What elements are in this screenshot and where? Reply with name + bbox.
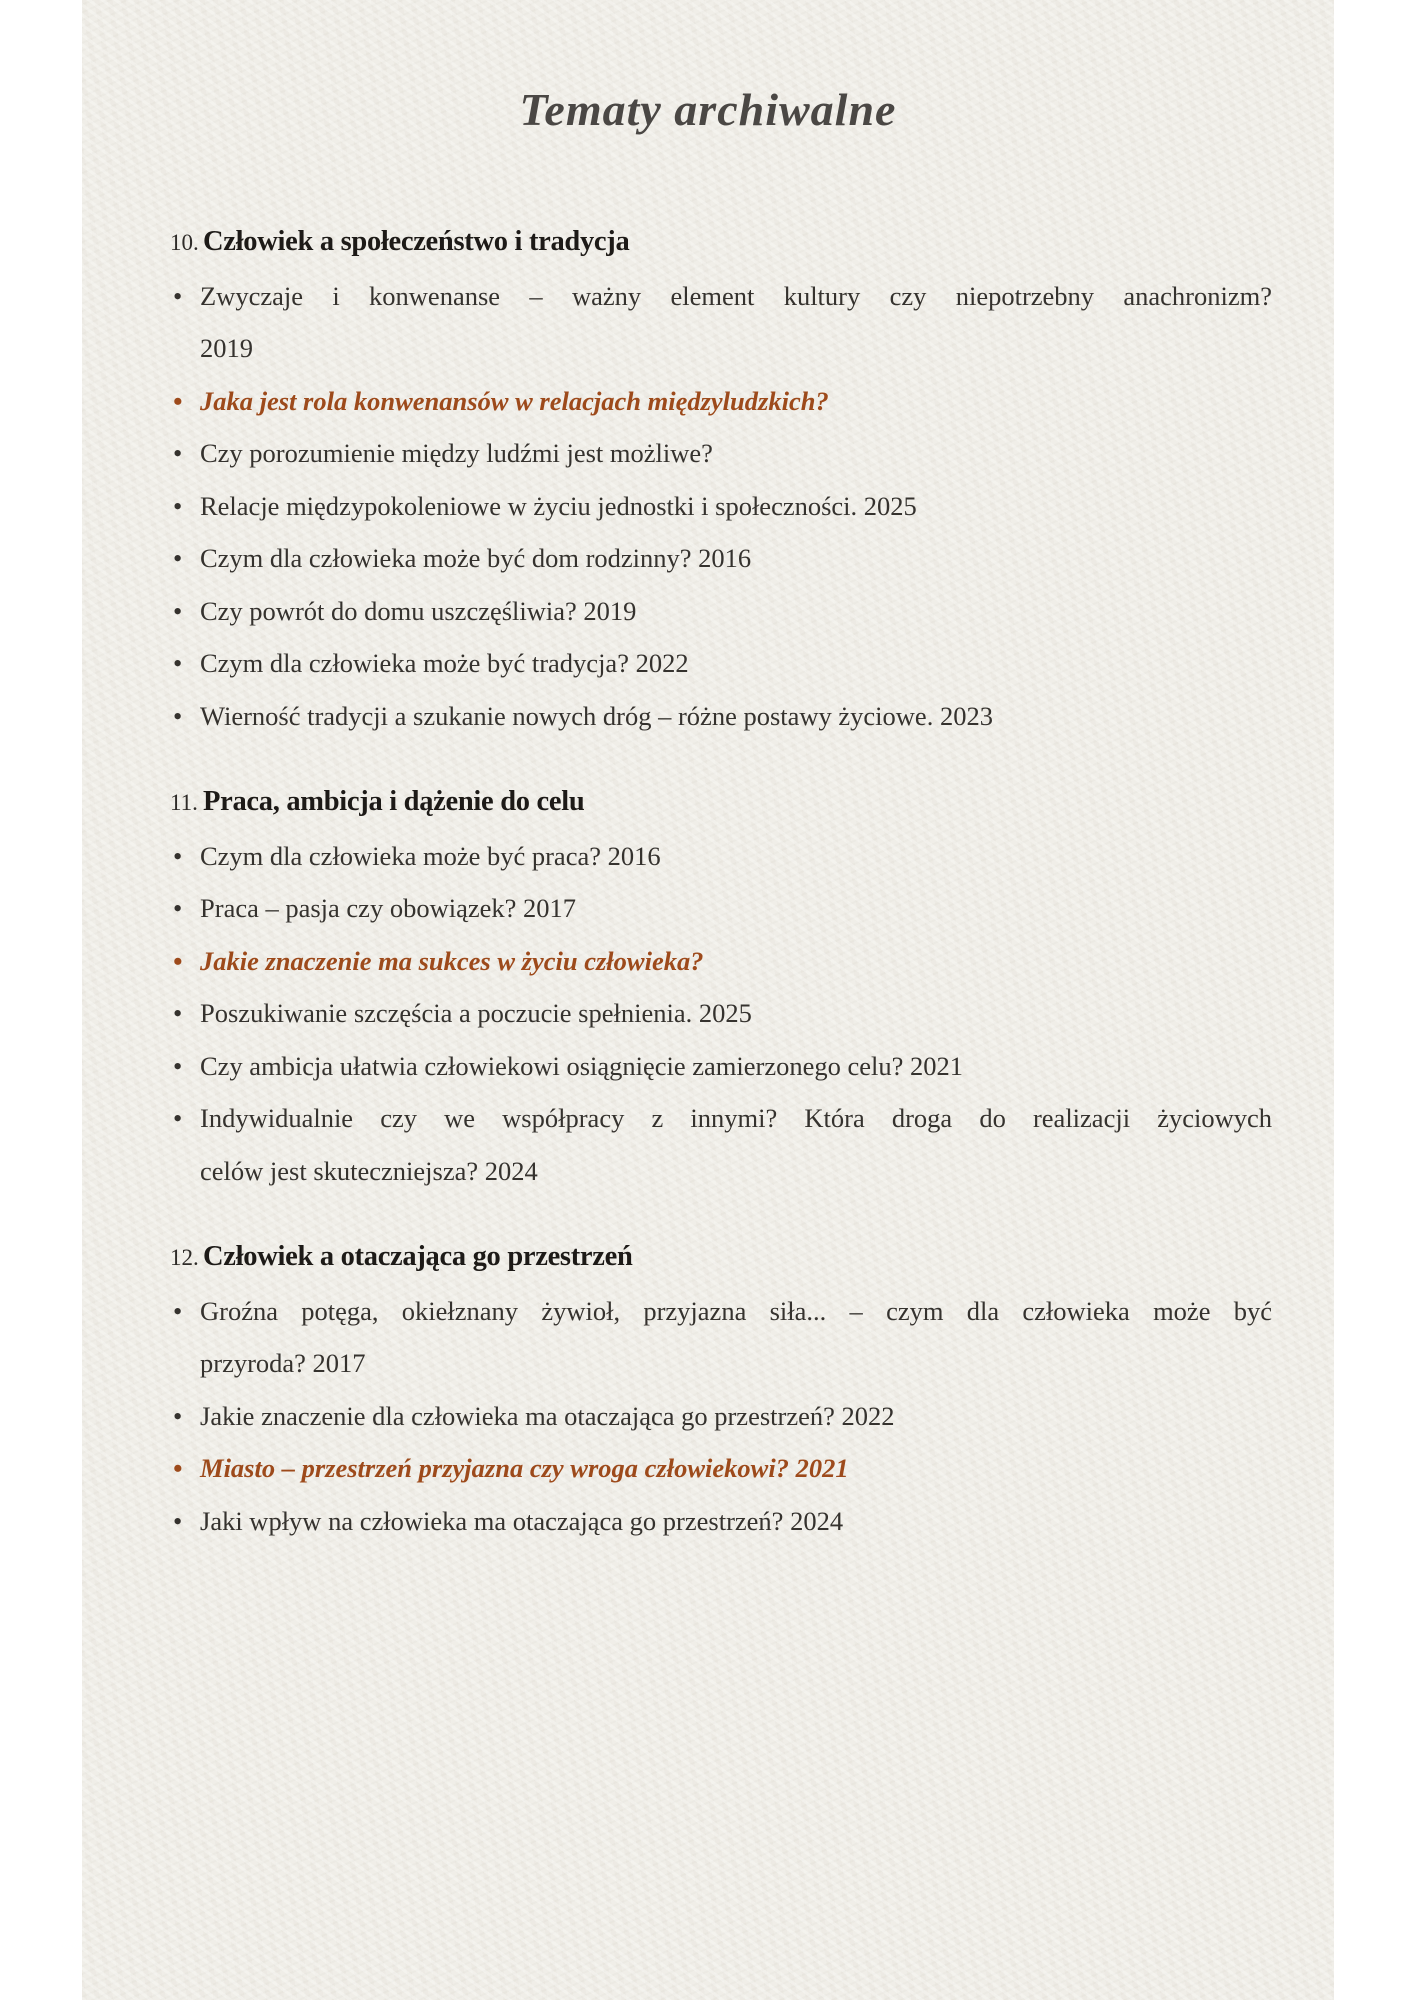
topic-item xyxy=(170,375,1272,428)
topic-item-line: Jakie znaczenie ma sukces w życiu człowieka? xyxy=(200,945,704,976)
bullet-icon: • xyxy=(173,490,183,521)
topic-item-line: Miasto – przestrzeń przyjazna czy wroga człowiekowi? 2021 xyxy=(200,1453,849,1483)
topic-item-line: Jaka jest rola konwenansów w relacjach międzyludzkich? xyxy=(200,385,829,416)
topic-item xyxy=(170,935,1272,988)
bullet-icon: • xyxy=(173,595,183,626)
topic-item xyxy=(170,480,1272,533)
topic-item-text xyxy=(200,1442,1272,1495)
topic-item-text xyxy=(200,480,1272,533)
bullet-icon: • xyxy=(173,385,183,416)
section-heading-text: Praca, ambicja i dążenie do celu xyxy=(203,786,585,817)
topic-item-line: Wierność tradycji a szukanie nowych dróg – różne postawy życiowe. 2023 xyxy=(200,700,993,731)
topic-item-text xyxy=(200,427,1272,480)
section-heading xyxy=(170,1231,1272,1285)
topic-item-line: Czym dla człowieka może być praca? 2016 xyxy=(200,840,661,871)
bullet-icon: • xyxy=(173,998,183,1028)
topic-item-text xyxy=(200,1390,1272,1443)
topic-item-line: 2019 xyxy=(200,333,253,363)
topic-item-text xyxy=(200,882,1272,935)
section-topic-list xyxy=(170,270,1272,743)
topic-item xyxy=(170,1442,1272,1495)
section-heading xyxy=(170,216,1272,270)
topic-section xyxy=(170,776,1272,1197)
section-topic-list xyxy=(170,1285,1272,1548)
topic-item xyxy=(170,637,1272,690)
bullet-icon: • xyxy=(173,1400,183,1431)
topic-item xyxy=(170,830,1272,883)
topic-item-text xyxy=(200,1040,1272,1093)
section-number: 10. xyxy=(170,230,199,255)
topic-item-line: Poszukiwanie szczęścia a poczucie spełnienia. 2025 xyxy=(200,998,752,1028)
bullet-icon: • xyxy=(173,893,183,923)
topic-item-text xyxy=(200,532,1272,585)
topic-item-text xyxy=(200,1092,1272,1197)
topic-item-text xyxy=(200,585,1272,638)
topic-item xyxy=(170,1495,1272,1548)
topic-item-line: Indywidualnie czy we współpracy z innymi? Która droga do realizacji życiowych xyxy=(200,1103,1272,1133)
topics-list xyxy=(170,216,1272,1581)
topic-item xyxy=(170,427,1272,480)
topic-item xyxy=(170,1040,1272,1093)
topic-item-text xyxy=(200,637,1272,690)
section-number: 12. xyxy=(170,1245,199,1270)
section-heading xyxy=(170,776,1272,830)
section-topic-list xyxy=(170,830,1272,1198)
topic-item-text xyxy=(200,1495,1272,1548)
topic-item-line: Relacje międzypokoleniowe w życiu jednostki i społeczności. 2025 xyxy=(200,490,917,521)
topic-item-text xyxy=(200,987,1272,1040)
bullet-icon: • xyxy=(173,648,183,678)
page-title: Tematy archiwalne xyxy=(519,84,897,135)
topic-item-line: Czy powrót do domu uszczęśliwia? 2019 xyxy=(200,595,637,626)
topic-item xyxy=(170,1092,1272,1197)
topic-item xyxy=(170,270,1272,375)
bullet-icon: • xyxy=(173,1103,183,1133)
topic-item-line: Jaki wpływ na człowieka ma otaczająca go przestrzeń? 2024 xyxy=(200,1505,844,1536)
topic-item-line: przyroda? 2017 xyxy=(200,1348,366,1378)
bullet-icon: • xyxy=(173,438,183,468)
bullet-icon: • xyxy=(173,840,183,871)
topic-item-line: Zwyczaje i konwenanse – ważny element kultury czy niepotrzebny anachronizm? xyxy=(200,280,1272,311)
topic-section xyxy=(170,1231,1272,1547)
topic-item-line: Czy porozumienie między ludźmi jest możliwe? xyxy=(200,438,713,468)
bullet-icon: • xyxy=(173,1453,183,1483)
bullet-icon: • xyxy=(173,1050,183,1081)
topic-item xyxy=(170,1285,1272,1390)
topic-item xyxy=(170,585,1272,638)
topic-item xyxy=(170,882,1272,935)
topic-item-text xyxy=(200,935,1272,988)
bullet-icon: • xyxy=(173,280,183,311)
topic-item xyxy=(170,690,1272,743)
topic-section xyxy=(170,216,1272,742)
section-heading-text: Człowiek a otaczająca go przestrzeń xyxy=(203,1241,633,1272)
topic-item xyxy=(170,987,1272,1040)
document-page xyxy=(82,0,1334,2000)
topic-item xyxy=(170,1390,1272,1443)
bullet-icon: • xyxy=(173,1295,183,1326)
topic-item-text xyxy=(200,830,1272,883)
topic-item-line: Czym dla człowieka może być dom rodzinny? 2016 xyxy=(200,543,752,573)
bullet-icon: • xyxy=(173,945,183,976)
topic-item xyxy=(170,532,1272,585)
topic-item-line: Czym dla człowieka może być tradycja? 2022 xyxy=(200,648,689,678)
topic-item-text xyxy=(200,690,1272,743)
section-heading-text: Człowiek a społeczeństwo i tradycja xyxy=(203,226,630,257)
topic-item-text xyxy=(200,375,1272,428)
topic-item-line: Jakie znaczenie dla człowieka ma otaczająca go przestrzeń? 2022 xyxy=(200,1400,895,1431)
bullet-icon: • xyxy=(173,1505,183,1536)
topic-item-line: Czy ambicja ułatwia człowiekowi osiągnięcie zamierzonego celu? 2021 xyxy=(200,1050,964,1081)
section-number: 11. xyxy=(170,790,198,815)
bullet-icon: • xyxy=(173,543,183,573)
topic-item-line: Groźna potęga, okiełznany żywioł, przyjazna siła... – czym dla człowieka może być xyxy=(200,1295,1272,1326)
bullet-icon: • xyxy=(173,700,183,731)
topic-item-line: Praca – pasja czy obowiązek? 2017 xyxy=(200,893,576,923)
topic-item-text xyxy=(200,1285,1272,1390)
topic-item-text xyxy=(200,270,1272,375)
topic-item-line: celów jest skuteczniejsza? 2024 xyxy=(200,1155,538,1186)
